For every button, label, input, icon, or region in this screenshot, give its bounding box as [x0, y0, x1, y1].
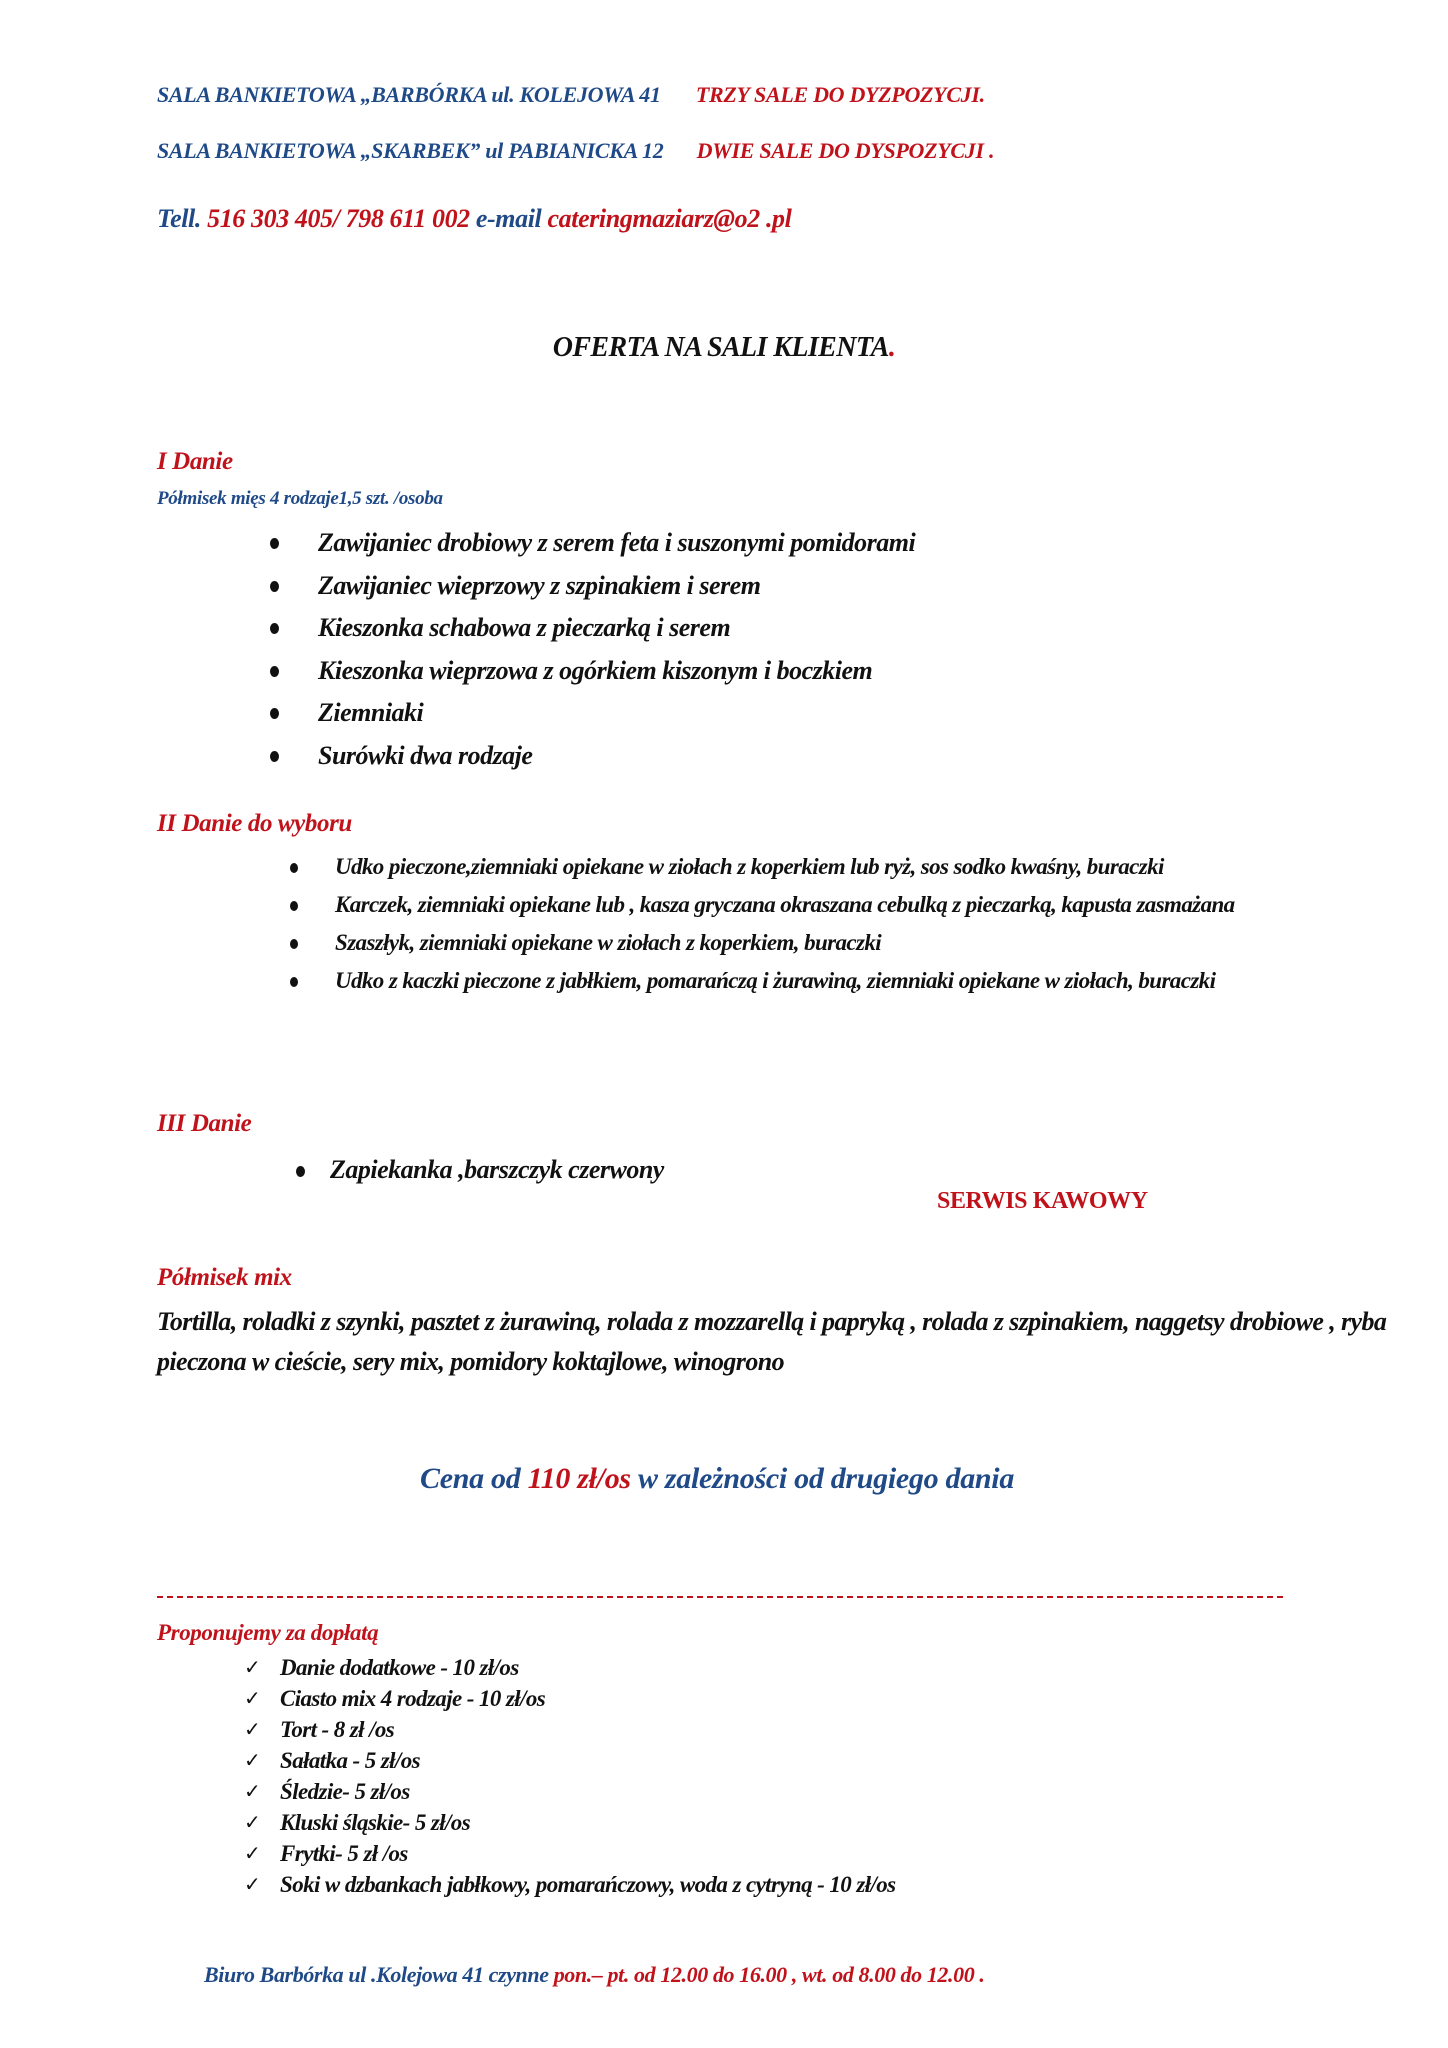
contact-line [157, 204, 791, 234]
check-icon: ✓ [244, 1872, 261, 1896]
platter-mix-body: Tortilla, roladki z szynki, pasztet z żurawiną, rolada z mozzarellą i papryką , rolada z szpinakiem, naggetsy drobiowe , ryba pieczona w cieście, sery mix, pomidory koktajlowe, winogrono [157, 1307, 1387, 1376]
course-3-list [296, 1152, 664, 1188]
list-item: Karczek, ziemniaki opiekane lub , kasza gryczana okraszana cebulką z pieczarką, kapusta zasmażana [290, 888, 1400, 922]
list-item: ✓ Danie dodatkowe - 10 zł/os [244, 1652, 896, 1683]
bullet-icon [290, 939, 298, 949]
list-item: Kieszonka schabowa z pieczarką i serem [270, 607, 915, 650]
course-1-heading: I Danie [157, 448, 233, 475]
list-item: Zapiekanka ,barszczyk czerwony [296, 1152, 664, 1188]
extras-list [244, 1652, 896, 1900]
page-title: OFERTA NA SALI KLIENTA. [552, 332, 896, 363]
course-3-heading: III Danie [157, 1110, 252, 1137]
email-link[interactable]: cateringmaziarz@o2 .pl [547, 204, 792, 233]
phone-numbers: 516 303 405/ 798 611 002 [207, 204, 470, 233]
venue-skarbek: SALA BANKIETOWA „SKARBEK” ul PABIANICKA 12 [157, 138, 664, 163]
list-item: Surówki dwa rodzaje [270, 735, 915, 778]
bullet-icon [296, 1166, 305, 1177]
price-line: Cena od 110 zł/os w zależności od drugiego dania [420, 1462, 1015, 1495]
office-address: Biuro Barbórka ul .Kolejowa 41 czynne [204, 1962, 554, 1987]
bullet-icon [270, 581, 279, 592]
check-icon: ✓ [244, 1686, 261, 1710]
check-icon: ✓ [244, 1810, 261, 1834]
bullet-icon [290, 977, 298, 987]
list-item: Ziemniaki [270, 692, 915, 735]
check-icon: ✓ [244, 1717, 261, 1741]
extras-heading: Proponujemy za dopłatą [157, 1620, 379, 1645]
list-item: ✓ Soki w dzbankach jabłkowy, pomarańczowy, woda z cytryną - 10 zł/os [244, 1869, 896, 1900]
list-item: Udko z kaczki pieczone z jabłkiem, pomarańczą i żurawiną, ziemniaki opiekane w ziołach, buraczki [290, 964, 1400, 998]
list-item: ✓ Kluski śląskie- 5 zł/os [244, 1807, 896, 1838]
list-item: Zawijaniec wieprzowy z szpinakiem i serem [270, 565, 915, 608]
check-icon: ✓ [244, 1779, 261, 1803]
platter-mix-heading: Półmisek mix [157, 1264, 292, 1291]
list-item: Udko pieczone,ziemniaki opiekane w ziołach z koperkiem lub ryż, sos sodko kwaśny, buraczki [290, 850, 1400, 884]
dashed-divider [157, 1596, 1283, 1598]
list-item: ✓ Śledzie- 5 zł/os [244, 1776, 896, 1807]
venue-barborka: SALA BANKIETOWA „BARBÓRKA ul. KOLEJOWA 41 [157, 82, 661, 107]
list-item: Kieszonka wieprzowa z ogórkiem kiszonym i boczkiem [270, 650, 915, 693]
bullet-icon [290, 863, 298, 873]
course-2-heading: II Danie do wyboru [157, 810, 352, 837]
coffee-service-label: SERWIS KAWOWY [937, 1188, 1148, 1214]
list-item: ✓ Sałatka - 5 zł/os [244, 1745, 896, 1776]
venue-skarbek-note: DWIE SALE DO DYSPOZYCJI . [696, 138, 995, 163]
check-icon: ✓ [244, 1841, 261, 1865]
list-item: Zawijaniec drobiowy z serem feta i suszonymi pomidorami [270, 522, 915, 565]
check-icon: ✓ [244, 1748, 261, 1772]
check-icon: ✓ [244, 1655, 261, 1679]
bullet-icon [270, 623, 279, 634]
email-label: e-mail [475, 204, 542, 233]
header-line-1 [157, 82, 985, 108]
price-amount: 110 zł/os [527, 1462, 631, 1495]
bullet-icon [290, 901, 298, 911]
header-line-2 [157, 138, 994, 164]
bullet-icon [270, 538, 279, 549]
list-item: ✓ Frytki- 5 zł /os [244, 1838, 896, 1869]
bullet-icon [270, 751, 279, 762]
office-hours: pon.– pt. od 12.00 do 16.00 , wt. od 8.00 do 12.00 . [553, 1962, 985, 1987]
list-item: ✓ Tort - 8 zł /os [244, 1714, 896, 1745]
office-hours-footer [204, 1962, 985, 1988]
course-2-list [290, 850, 1400, 1002]
list-item: ✓ Ciasto mix 4 rodzaje - 10 zł/os [244, 1683, 896, 1714]
venue-barborka-note: TRZY SALE DO DYZPOZYCJI. [695, 82, 985, 107]
bullet-icon [270, 708, 279, 719]
course-1-subheading: Półmisek mięs 4 rodzaje1,5 szt. /osoba [157, 488, 443, 509]
tel-label: Tell. [157, 204, 201, 233]
bullet-icon [270, 666, 279, 677]
course-1-list [270, 522, 915, 777]
list-item: Szaszłyk, ziemniaki opiekane w ziołach z koperkiem, buraczki [290, 926, 1400, 960]
